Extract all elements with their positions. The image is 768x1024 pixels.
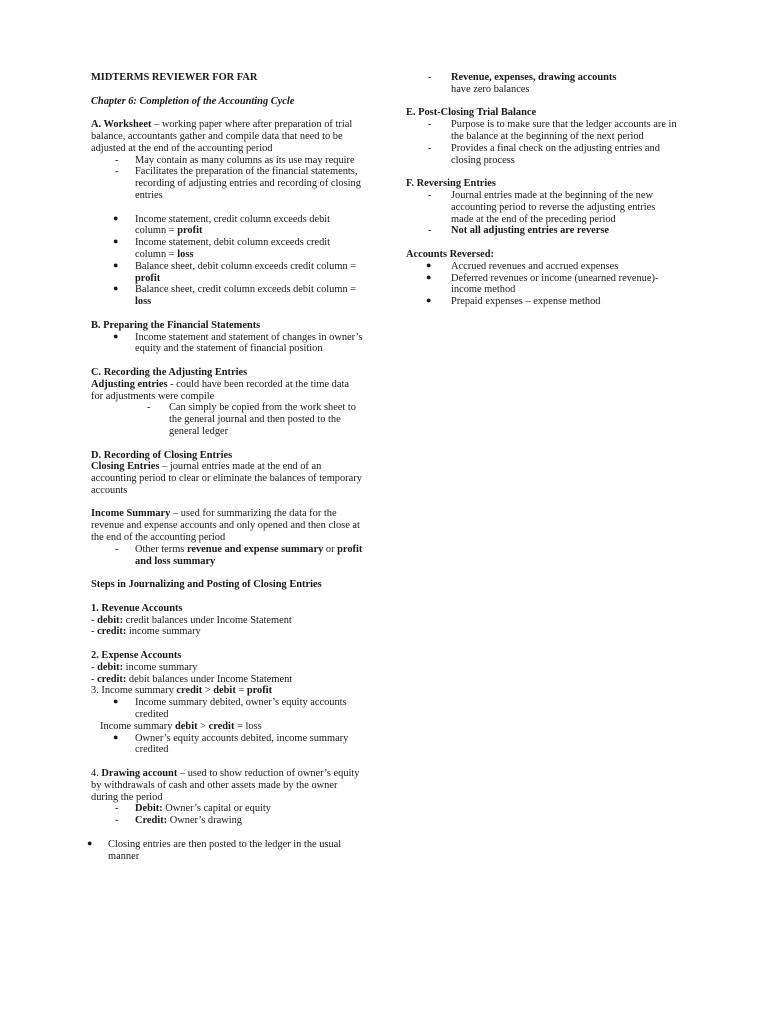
list-item: - Facilitates the preparation of the financial statements, recording of adjusting entries and recording of closing entries	[115, 166, 361, 201]
list-item: - credit: income summary	[91, 626, 201, 638]
step-1-heading: 1. Revenue Accounts	[91, 602, 183, 614]
list-item: ● Accrued revenues and accrued expenses	[426, 259, 619, 272]
step-3-rule-2: Income summary debit > credit = loss	[100, 720, 262, 732]
drawing-account-definition: 4. Drawing account – used to show reduction of owner’s equity by withdrawals of cash and other assets made by the owner during the period	[91, 768, 360, 803]
adjusting-entries-definition: Adjusting entries - could have been recorded at the time data for adjustments were compile	[91, 378, 349, 402]
list-item: ● Owner’s equity accounts debited, income summary credited	[113, 731, 349, 756]
step-3-rule: 3. Income summary credit > debit = profit	[91, 685, 273, 697]
closing-entries-definition: Closing Entries – journal entries made at the end of an accounting period to clear or eliminate the balances of temporary accounts	[91, 461, 362, 496]
list-item: ● Balance sheet, credit column exceeds debit column = loss	[113, 283, 357, 308]
section-e-heading: E. Post-Closing Trial Balance	[406, 107, 537, 119]
step-2-heading: 2. Expense Accounts	[91, 650, 182, 662]
list-item: - Provides a final check on the adjusting entries and closing process	[428, 142, 660, 166]
list-item: - Other terms revenue and expense summary or profit and loss summary	[115, 543, 363, 567]
list-item: ● Prepaid expenses – expense method	[426, 295, 601, 308]
accounts-reversed-heading: Accounts Reversed:	[406, 248, 495, 260]
section-c-heading: C. Recording the Adjusting Entries	[91, 366, 248, 378]
section-d-heading: D. Recording of Closing Entries	[91, 449, 233, 461]
list-item: ● Deferred revenues or income (unearned revenue)- income method	[426, 271, 659, 296]
worksheet-definition: A. Worksheet – working paper where after preparation of trial balance, accountants gather and compile data that need to be adjusted at the end of the accounting period	[91, 119, 353, 154]
list-item: - debit: credit balances under Income Statement	[91, 614, 292, 626]
list-item: ● Income statement, credit column exceeds debit column = profit	[113, 212, 331, 237]
list-item: ● Closing entries are then posted to the ledger in the usual manner	[87, 837, 342, 862]
list-item: - Journal entries made at the beginning of the new accounting period to reverse the adjusting entries made at the end of the preceding period	[428, 189, 656, 225]
section-f-heading: F. Reversing Entries	[406, 178, 496, 190]
list-item: - Debit: Owner’s capital or equity	[115, 803, 272, 815]
list-item: ● Income summary debited, owner’s equity accounts credited	[113, 696, 347, 721]
list-item: - May contain as many columns as its use may require	[115, 154, 355, 166]
list-item: - Not all adjusting entries are reverse	[428, 225, 610, 237]
section-b-heading: B. Preparing the Financial Statements	[91, 319, 261, 331]
section-a-heading: A. Worksheet	[91, 119, 152, 131]
right-column	[406, 72, 678, 308]
list-item: - debit: income summary	[91, 661, 198, 673]
list-item: ● Income statement, debit column exceeds credit column = loss	[113, 236, 331, 260]
list-item: - Credit: Owner’s drawing	[115, 815, 242, 827]
list-item: ● Income statement and statement of changes in owner’s equity and the statement of financial position	[113, 330, 363, 355]
list-item: - Purpose is to make sure that the ledger accounts are in the balance at the beginning of the next period	[428, 119, 677, 142]
left-column	[87, 72, 363, 862]
income-summary-definition: Income Summary – used for summarizing the data for the revenue and expense accounts and only opened and then close at the end of the accounting period	[91, 508, 360, 544]
list-item: - credit: debit balances under Income Statement	[91, 673, 293, 685]
list-item: ● Balance sheet, debit column exceeds credit column = profit	[113, 259, 357, 284]
steps-heading: Steps in Journalizing and Posting of Closing Entries	[91, 579, 322, 591]
document-title: MIDTERMS REVIEWER FOR FAR	[91, 72, 258, 83]
list-item: - Can simply be copied from the work sheet to the general journal and then posted to the general ledger	[147, 402, 356, 437]
chapter-heading: Chapter 6: Completion of the Accounting Cycle	[91, 95, 295, 107]
list-item: - Revenue, expenses, drawing accounts have zero balances	[428, 72, 617, 95]
